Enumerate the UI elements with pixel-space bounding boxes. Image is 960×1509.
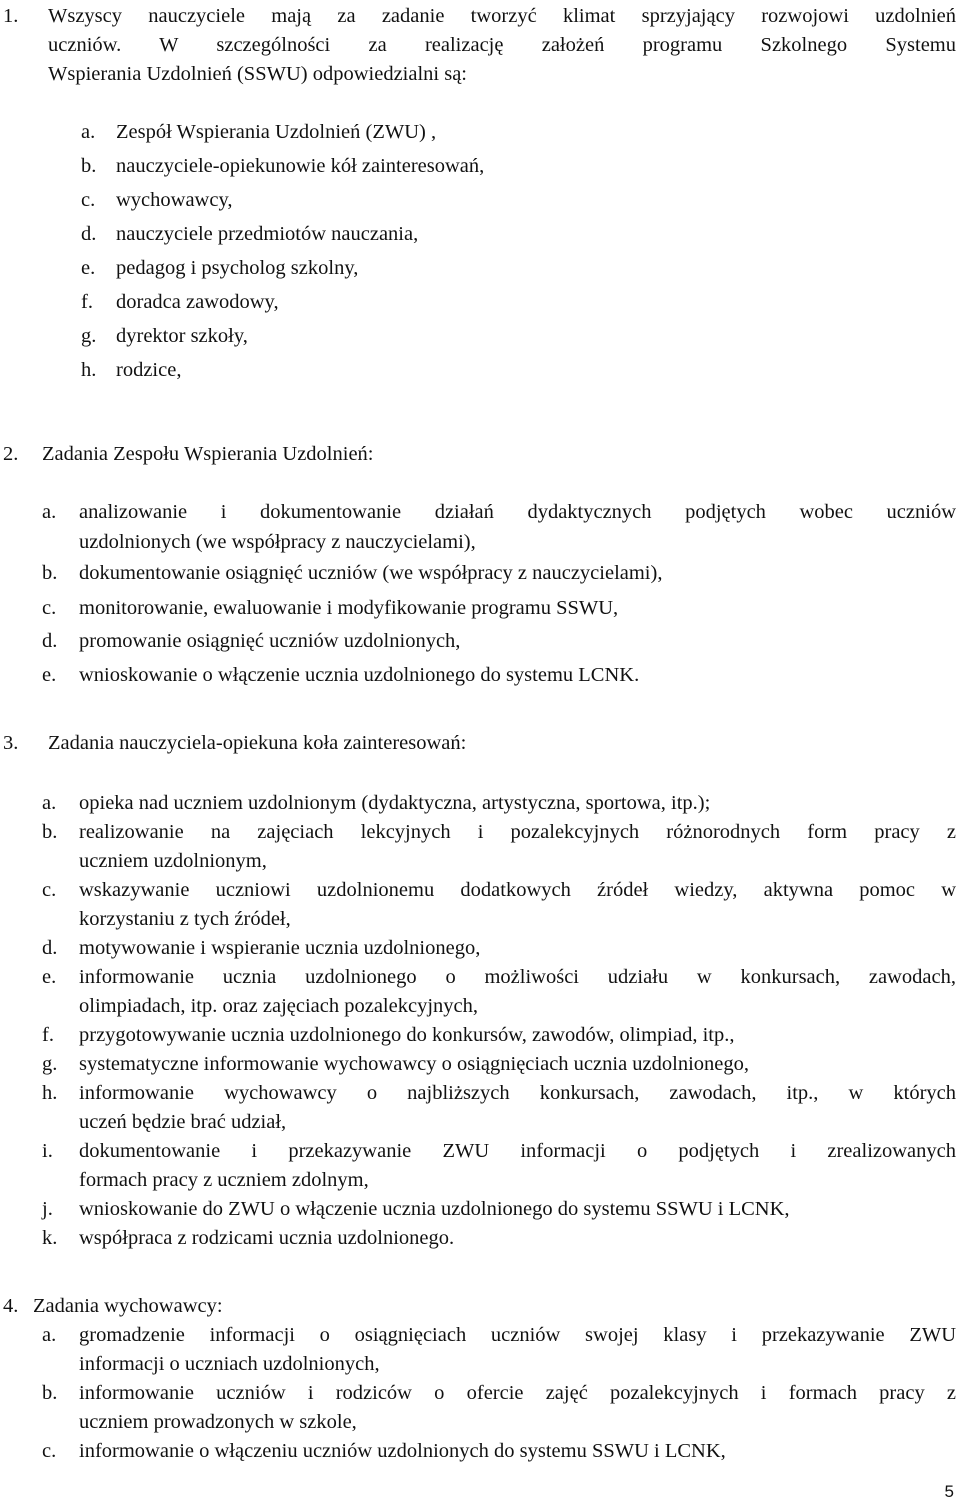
section-1-line-3: Wspierania Uzdolnień (SSWU) odpowiedzialni są: [48, 63, 467, 85]
list-item: wnioskowanie o włączenie ucznia uzdolnionego do systemu LCNK. [79, 664, 640, 686]
list-item: monitorowanie, ewaluowanie i modyfikowanie programu SSWU, [79, 597, 619, 619]
list-item-marker: a. [42, 792, 57, 814]
list-item-marker: d. [81, 223, 97, 245]
list-item-marker: b. [81, 155, 97, 177]
list-item: informowanie o włączeniu uczniów uzdolnionych do systemu SSWU i LCNK, [79, 1440, 726, 1462]
list-item-continuation: olimpiadach, itp. oraz zajęciach pozalekcyjnych, [79, 995, 478, 1017]
list-item-marker: i. [42, 1140, 53, 1162]
section-4-marker: 4. [3, 1295, 19, 1317]
list-item: nauczyciele-opiekunowie kół zainteresowań, [116, 155, 485, 177]
section-1-line-2: uczniów. W szczególności za realizację założeń programu Szkolnego Systemu [48, 34, 956, 56]
list-item: wskazywanie uczniowi uzdolnionemu dodatkowych źródeł wiedzy, aktywna pomoc w [79, 879, 956, 901]
section-3-marker: 3. [3, 732, 19, 754]
list-item: promowanie osiągnięć uczniów uzdolnionych, [79, 630, 461, 652]
section-1-marker: 1. [3, 5, 19, 27]
list-item-marker: c. [81, 189, 96, 211]
section-2-heading: Zadania Zespołu Wspierania Uzdolnień: [42, 443, 374, 465]
list-item: rodzice, [116, 359, 182, 381]
list-item: systematyczne informowanie wychowawcy o osiągnięciach ucznia uzdolnionego, [79, 1053, 750, 1075]
list-item-marker: a. [42, 1324, 57, 1346]
list-item-continuation: uczeń będzie brać udział, [79, 1111, 287, 1133]
list-item: motywowanie i wspieranie ucznia uzdolnionego, [79, 937, 481, 959]
list-item-marker: a. [81, 121, 96, 143]
list-item: gromadzenie informacji o osiągnięciach uczniów swojej klasy i przekazywanie ZWU [79, 1324, 956, 1346]
list-item-marker: g. [81, 325, 97, 347]
list-item-continuation: uzdolnionych (we współpracy z nauczycielami), [79, 531, 476, 553]
list-item: opieka nad uczniem uzdolnionym (dydaktyczna, artystyczna, sportowa, itp.); [79, 792, 711, 814]
list-item-continuation: korzystaniu z tych źródeł, [79, 908, 291, 930]
list-item-marker: b. [42, 1382, 58, 1404]
list-item-marker: f. [81, 291, 93, 313]
list-item: Zespół Wspierania Uzdolnień (ZWU) , [116, 121, 437, 143]
list-item-continuation: uczniem uzdolnionym, [79, 850, 267, 872]
list-item-marker: b. [42, 562, 58, 584]
list-item-continuation: formach pracy z uczniem zdolnym, [79, 1169, 369, 1191]
section-1-line-1: Wszyscy nauczyciele mają za zadanie tworzyć klimat sprzyjający rozwojowi uzdolnień [48, 5, 956, 27]
section-3-heading: Zadania nauczyciela-opiekuna koła zainteresowań: [48, 732, 467, 754]
list-item-marker: c. [42, 597, 57, 619]
list-item: nauczyciele przedmiotów nauczania, [116, 223, 419, 245]
page-number: 5 [944, 1482, 954, 1501]
list-item-marker: h. [42, 1082, 58, 1104]
list-item-continuation: uczniem prowadzonych w szkole, [79, 1411, 357, 1433]
section-4-heading: Zadania wychowawcy: [33, 1295, 223, 1317]
list-item: informowanie ucznia uzdolnionego o możliwości udziału w konkursach, zawodach, [79, 966, 956, 988]
list-item-marker: c. [42, 1440, 57, 1462]
list-item: wychowawcy, [116, 189, 233, 211]
list-item-marker: d. [42, 630, 58, 652]
list-item-marker: g. [42, 1053, 58, 1075]
list-item-continuation: informacji o uczniach uzdolnionych, [79, 1353, 380, 1375]
list-item: dokumentowanie osiągnięć uczniów (we współpracy z nauczycielami), [79, 562, 663, 584]
list-item: przygotowywanie ucznia uzdolnionego do konkursów, zawodów, olimpiad, itp., [79, 1024, 735, 1046]
list-item: analizowanie i dokumentowanie działań dydaktycznych podjętych wobec uczniów [79, 501, 956, 523]
list-item-marker: e. [42, 966, 57, 988]
list-item-marker: j. [42, 1198, 53, 1220]
list-item-marker: a. [42, 501, 57, 523]
list-item: informowanie uczniów i rodziców o ofercie zajęć pozalekcyjnych i formach pracy z [79, 1382, 956, 1404]
list-item-marker: h. [81, 359, 97, 381]
list-item: informowanie wychowawcy o najbliższych konkursach, zawodach, itp., w których [79, 1082, 956, 1104]
list-item: współpraca z rodzicami ucznia uzdolnionego. [79, 1227, 455, 1249]
list-item-marker: e. [42, 664, 57, 686]
list-item: dokumentowanie i przekazywanie ZWU informacji o podjętych i zrealizowanych [79, 1140, 956, 1162]
list-item-marker: f. [42, 1024, 54, 1046]
list-item: realizowanie na zajęciach lekcyjnych i pozalekcyjnych różnorodnych form pracy z [79, 821, 956, 843]
list-item-marker: k. [42, 1227, 58, 1249]
list-item: pedagog i psycholog szkolny, [116, 257, 359, 279]
list-item-marker: b. [42, 821, 58, 843]
list-item: wnioskowanie do ZWU o włączenie ucznia uzdolnionego do systemu SSWU i LCNK, [79, 1198, 790, 1220]
section-2-marker: 2. [3, 443, 19, 465]
list-item-marker: d. [42, 937, 58, 959]
list-item: dyrektor szkoły, [116, 325, 248, 347]
list-item-marker: e. [81, 257, 96, 279]
list-item-marker: c. [42, 879, 57, 901]
list-item: doradca zawodowy, [116, 291, 279, 313]
